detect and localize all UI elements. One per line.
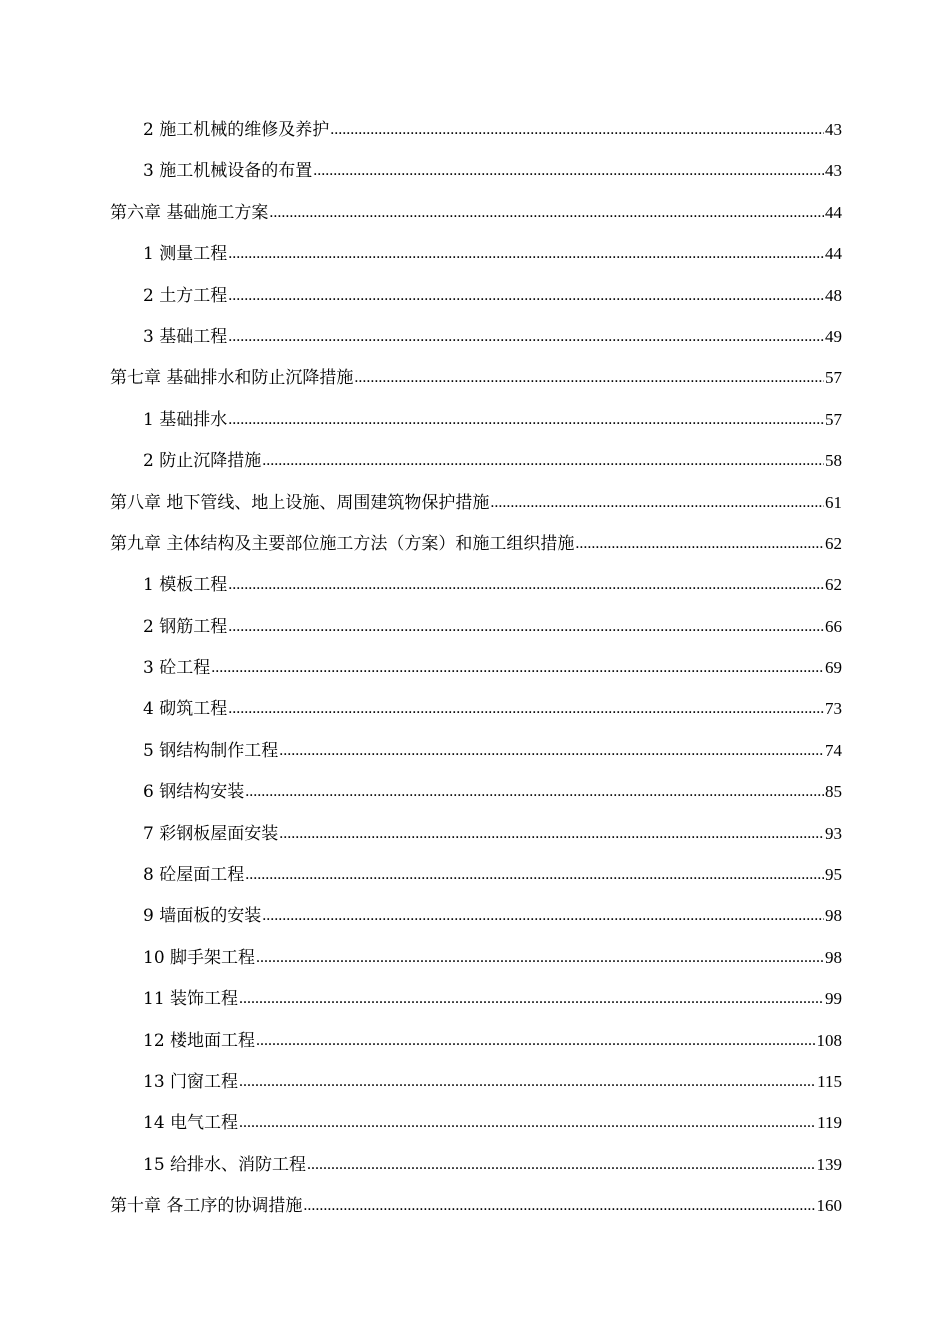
toc-section-entry[interactable] bbox=[110, 1026, 842, 1067]
toc-entry-title: 2 土方工程 bbox=[143, 285, 228, 306]
toc-entry-title: 1 测量工程 bbox=[143, 244, 228, 265]
toc-entry-title: 1 基础排水 bbox=[143, 409, 228, 430]
toc-page-number: 95 bbox=[825, 865, 842, 885]
toc-section-entry[interactable] bbox=[110, 405, 842, 446]
toc-dot-leader bbox=[228, 287, 824, 305]
toc-section-entry[interactable] bbox=[110, 943, 842, 984]
toc-entry-title: 1 模板工程 bbox=[143, 575, 228, 596]
toc-entry-title: 9 墙面板的安装 bbox=[143, 906, 262, 927]
toc-entry-title: 2 钢筋工程 bbox=[143, 616, 228, 637]
toc-page-number: 74 bbox=[825, 740, 842, 760]
toc-dot-leader bbox=[307, 1156, 815, 1174]
toc-page-number: 57 bbox=[825, 409, 842, 429]
toc-dot-leader bbox=[269, 204, 824, 222]
toc-dot-leader bbox=[279, 825, 824, 843]
toc-page-number: 43 bbox=[825, 161, 842, 181]
toc-page-number: 62 bbox=[825, 533, 842, 553]
toc-entry-title: 12 楼地面工程 bbox=[143, 1030, 256, 1051]
toc-entry-title: 8 砼屋面工程 bbox=[143, 865, 245, 886]
toc-section-entry[interactable] bbox=[110, 570, 842, 611]
toc-section-entry[interactable] bbox=[110, 901, 842, 942]
toc-section-entry[interactable] bbox=[110, 446, 842, 487]
toc-section-entry[interactable] bbox=[110, 860, 842, 901]
toc-dot-leader bbox=[228, 328, 824, 346]
toc-entry-title: 3 基础工程 bbox=[143, 326, 228, 347]
toc-page-number: 69 bbox=[825, 658, 842, 678]
toc-entry-title: 6 钢结构安装 bbox=[143, 782, 245, 803]
toc-entry-title: 2 施工机械的维修及养护 bbox=[143, 120, 330, 140]
toc-entry-title: 3 施工机械设备的布置 bbox=[143, 161, 313, 182]
toc-dot-leader bbox=[228, 700, 824, 718]
toc-entry-title: 第六章 基础施工方案 bbox=[110, 202, 269, 223]
toc-section-entry[interactable] bbox=[110, 156, 842, 197]
toc-dot-leader bbox=[262, 452, 824, 470]
toc-dot-leader bbox=[228, 411, 824, 429]
toc-page-number: 160 bbox=[816, 1196, 842, 1216]
toc-page-number: 115 bbox=[817, 1071, 842, 1091]
toc-dot-leader bbox=[330, 121, 824, 139]
toc-section-entry[interactable] bbox=[110, 1108, 842, 1149]
toc-entry-title: 7 彩钢板屋面安装 bbox=[143, 823, 279, 844]
toc-dot-leader bbox=[313, 162, 824, 180]
toc-section-entry[interactable] bbox=[110, 612, 842, 653]
toc-dot-leader bbox=[490, 494, 824, 512]
toc-section-entry[interactable] bbox=[110, 694, 842, 735]
toc-chapter-entry[interactable] bbox=[110, 488, 842, 529]
toc-dot-leader bbox=[279, 742, 824, 760]
toc-dot-leader bbox=[228, 576, 824, 594]
toc-entry-title: 3 砼工程 bbox=[143, 658, 211, 679]
toc-page-number: 44 bbox=[825, 202, 842, 222]
toc-entry-title: 5 钢结构制作工程 bbox=[143, 740, 279, 761]
toc-dot-leader bbox=[245, 866, 824, 884]
toc-section-entry[interactable] bbox=[110, 239, 842, 280]
toc-dot-leader bbox=[245, 783, 824, 801]
toc-entry-title: 11 装饰工程 bbox=[143, 989, 239, 1010]
toc-chapter-entry[interactable] bbox=[110, 1191, 842, 1232]
toc-chapter-entry[interactable] bbox=[110, 529, 842, 570]
toc-entry-title: 10 脚手架工程 bbox=[143, 947, 256, 968]
toc-page-number: 48 bbox=[825, 285, 842, 305]
toc-section-entry[interactable] bbox=[110, 777, 842, 818]
toc-dot-leader bbox=[228, 245, 824, 263]
toc-dot-leader bbox=[239, 990, 824, 1008]
toc-dot-leader bbox=[303, 1197, 815, 1215]
toc-page-number: 49 bbox=[825, 326, 842, 346]
toc-section-entry[interactable] bbox=[110, 1067, 842, 1108]
toc-section-entry[interactable] bbox=[110, 281, 842, 322]
toc-dot-leader bbox=[256, 949, 824, 967]
toc-section-entry[interactable] bbox=[110, 1150, 842, 1191]
toc-entry-title: 15 给排水、消防工程 bbox=[143, 1154, 307, 1175]
toc-page-number: 58 bbox=[825, 451, 842, 471]
toc-page-number: 43 bbox=[825, 120, 842, 139]
toc-dot-leader bbox=[262, 907, 824, 925]
toc-section-entry[interactable] bbox=[110, 984, 842, 1025]
toc-entry-title: 14 电气工程 bbox=[143, 1113, 239, 1134]
toc-chapter-entry[interactable] bbox=[110, 363, 842, 404]
toc-page-number: 61 bbox=[825, 492, 842, 512]
toc-page-number: 44 bbox=[825, 244, 842, 264]
toc-entry-title: 4 砌筑工程 bbox=[143, 699, 228, 720]
toc-page-number: 98 bbox=[825, 947, 842, 967]
toc-entry-title: 第九章 主体结构及主要部位施工方法（方案）和施工组织措施 bbox=[110, 533, 575, 554]
toc-dot-leader bbox=[211, 659, 824, 677]
toc-entry-title: 第十章 各工序的协调措施 bbox=[110, 1196, 303, 1217]
toc-dot-leader bbox=[256, 1032, 815, 1050]
toc-dot-leader bbox=[239, 1114, 816, 1132]
toc-page-number: 57 bbox=[825, 368, 842, 388]
toc-page-number: 108 bbox=[816, 1030, 842, 1050]
toc-dot-leader bbox=[575, 535, 824, 553]
toc-page-number: 93 bbox=[825, 823, 842, 843]
toc-page-number: 66 bbox=[825, 616, 842, 636]
toc-entry-title: 第八章 地下管线、地上设施、周围建筑物保护措施 bbox=[110, 492, 490, 513]
toc-page-number: 62 bbox=[825, 575, 842, 595]
toc-page-number: 139 bbox=[816, 1154, 842, 1174]
table-of-contents bbox=[110, 115, 842, 1233]
toc-section-entry[interactable] bbox=[110, 115, 842, 156]
toc-section-entry[interactable] bbox=[110, 653, 842, 694]
toc-dot-leader bbox=[228, 618, 824, 636]
toc-section-entry[interactable] bbox=[110, 322, 842, 363]
toc-dot-leader bbox=[239, 1073, 816, 1091]
toc-page-number: 85 bbox=[825, 782, 842, 802]
toc-page-number: 99 bbox=[825, 989, 842, 1009]
toc-entry-title: 第七章 基础排水和防止沉降措施 bbox=[110, 368, 354, 389]
toc-dot-leader bbox=[354, 369, 824, 387]
toc-page-number: 73 bbox=[825, 699, 842, 719]
toc-section-entry[interactable] bbox=[110, 819, 842, 860]
toc-entry-title: 13 门窗工程 bbox=[143, 1071, 239, 1092]
toc-section-entry[interactable] bbox=[110, 736, 842, 777]
toc-entry-title: 2 防止沉降措施 bbox=[143, 451, 262, 472]
toc-page-number: 119 bbox=[817, 1113, 842, 1133]
toc-chapter-entry[interactable] bbox=[110, 198, 842, 239]
toc-page-number: 98 bbox=[825, 906, 842, 926]
